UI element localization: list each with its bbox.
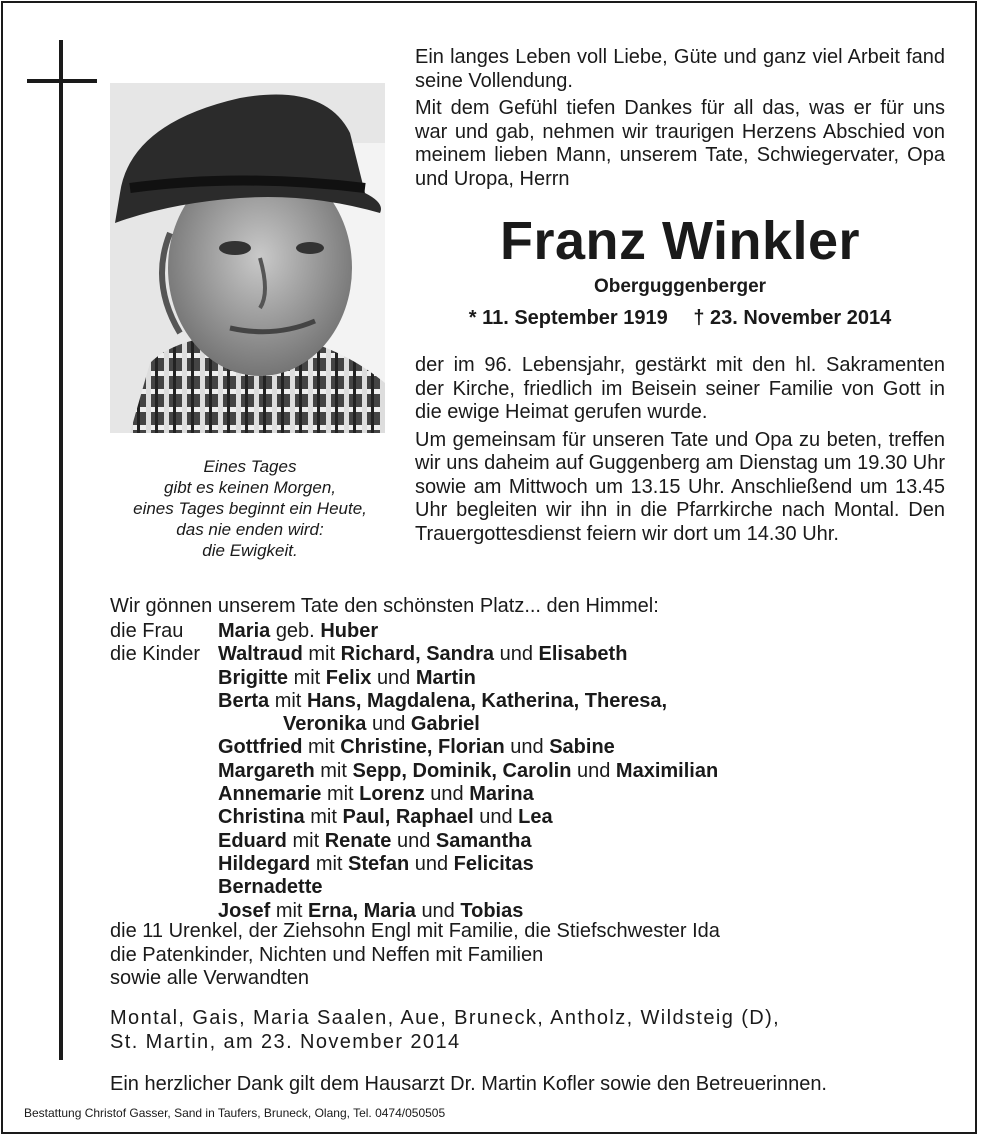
body-paragraph: der im 96. Lebensjahr, gestärkt mit den hl. Sakramenten der Kirche, friedlich im Beisein seiner Familie von Gott in die ewige Heimat gerufen wurde. bbox=[415, 354, 945, 423]
quote-line: eines Tages beginnt ein Heute, bbox=[133, 499, 367, 518]
quote-line: Eines Tages bbox=[203, 457, 297, 476]
family-row bbox=[110, 806, 870, 829]
family-member: Berta mit Hans, Magdalena, Katherina, Theresa, bbox=[218, 689, 668, 712]
family-row bbox=[110, 876, 870, 899]
relatives-line: die Patenkinder, Nichten und Neffen mit Familien bbox=[110, 943, 544, 966]
family-row bbox=[110, 830, 870, 853]
family-row bbox=[110, 760, 870, 783]
birth-date: * 11. September 1919 bbox=[468, 307, 668, 329]
family-row bbox=[110, 853, 870, 876]
thanks-note: Ein herzlicher Dank gilt dem Hausarzt Dr. Martin Kofler sowie den Betreuerinnen. bbox=[110, 1073, 827, 1095]
relatives-line: sowie alle Verwandten bbox=[110, 967, 310, 989]
family-list bbox=[110, 620, 870, 923]
body-paragraph: Um gemeinsam für unseren Tate und Opa zu beten, treffen wir uns daheim auf Guggenberg am Dienstag um 19.30 Uhr sowie am Mittwoch um 13.15 Uhr. Anschließend um 13.45 Uhr begleiten wir ihn in die Pfarrkirche nach Montal. Den Trauergottesdienst feiern wir dort um 14.30 Uhr. bbox=[415, 428, 945, 545]
family-row bbox=[110, 713, 870, 736]
places-line: St. Martin, am 23. November 2014 bbox=[110, 1031, 461, 1053]
family-member: Christina mit Paul, Raphael und Lea bbox=[218, 806, 553, 829]
family-row bbox=[110, 736, 870, 759]
family-member: Gottfried mit Christine, Florian und Sabine bbox=[218, 736, 615, 759]
intro-paragraph: Ein langes Leben voll Liebe, Güte und ganz viel Arbeit fand seine Vollendung. bbox=[415, 46, 945, 92]
quote-line: gibt es keinen Morgen, bbox=[164, 478, 336, 497]
life-dates bbox=[415, 307, 945, 330]
funeral-home-footer: Bestattung Christof Gasser, Sand in Taufers, Bruneck, Olang, Tel. 0474/050505 bbox=[24, 1106, 446, 1120]
places-and-date bbox=[110, 1006, 910, 1054]
cross-icon-bar bbox=[27, 79, 97, 83]
family-member: Waltraud mit Richard, Sandra und Elisabeth bbox=[218, 643, 628, 666]
relatives-list bbox=[110, 920, 720, 991]
cross-icon bbox=[59, 40, 63, 1060]
family-member: Bernadette bbox=[218, 876, 323, 899]
portrait-photo bbox=[110, 83, 385, 433]
family-member: Josef mit Erna, Maria und Tobias bbox=[218, 899, 524, 922]
family-member: Veronika und Gabriel bbox=[283, 713, 480, 736]
family-label: die Frau bbox=[110, 620, 184, 642]
family-row bbox=[110, 690, 870, 713]
intro-text bbox=[415, 46, 945, 195]
deceased-name: Franz Winkler bbox=[499, 211, 861, 271]
memorial-quote bbox=[100, 456, 400, 561]
family-row bbox=[110, 643, 870, 666]
body-text bbox=[415, 354, 945, 550]
relatives-line: die 11 Urenkel, der Ziehsohn Engl mit Familie, die Stiefschwester Ida bbox=[110, 920, 720, 942]
family-intro: Wir gönnen unserem Tate den schönsten Platz... den Himmel: bbox=[110, 595, 659, 617]
family-row bbox=[110, 667, 870, 690]
family-member: Annemarie mit Lorenz und Marina bbox=[218, 783, 534, 806]
quote-line: das nie enden wird: bbox=[176, 520, 324, 539]
family-member: Maria geb. Huber bbox=[218, 620, 379, 642]
family-row bbox=[110, 620, 870, 643]
death-date: † 23. November 2014 bbox=[693, 307, 892, 329]
family-member: Hildegard mit Stefan und Felicitas bbox=[218, 852, 534, 875]
family-row bbox=[110, 783, 870, 806]
house-name: Oberguggenberger bbox=[593, 276, 767, 297]
places-line: Montal, Gais, Maria Saalen, Aue, Bruneck, Antholz, Wildsteig (D), bbox=[110, 1007, 781, 1029]
family-label: die Kinder bbox=[110, 643, 201, 666]
intro-paragraph: Mit dem Gefühl tiefen Dankes für all das, was er für uns war und gab, nehmen wir traurigen Herzens Abschied von meinem lieben Mann, unserem Tate, Schwiegervater, Opa und Uropa, Herrn bbox=[415, 97, 945, 190]
family-member: Brigitte mit Felix und Martin bbox=[218, 666, 476, 689]
family-member: Margareth mit Sepp, Dominik, Carolin und Maximilian bbox=[218, 759, 719, 782]
quote-line: die Ewigkeit. bbox=[202, 541, 298, 560]
family-member: Eduard mit Renate und Samantha bbox=[218, 829, 532, 852]
